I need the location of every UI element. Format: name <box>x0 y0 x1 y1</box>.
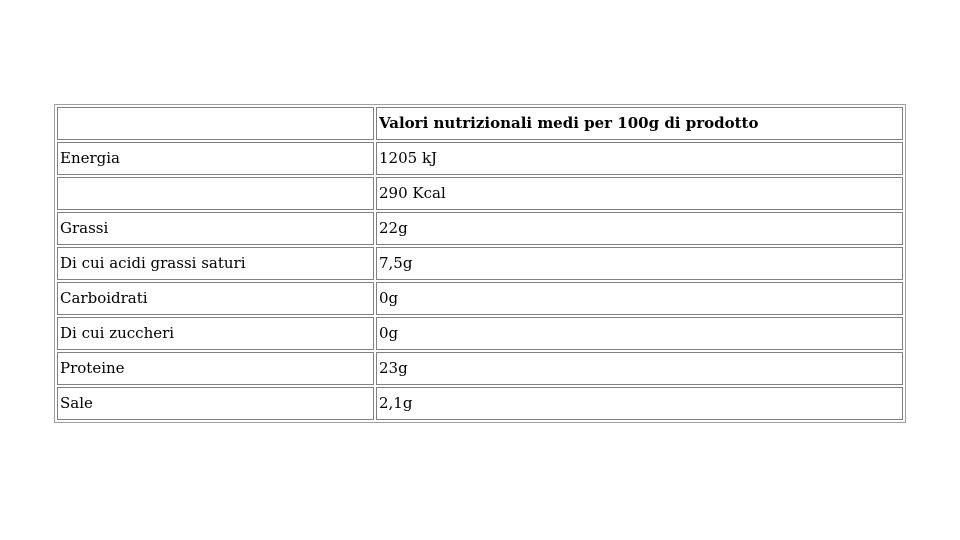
nutrient-label: Carboidrati <box>57 282 374 315</box>
table-row <box>57 317 903 350</box>
nutrient-label: Di cui zuccheri <box>57 317 374 350</box>
nutrient-value: 0g <box>376 317 903 350</box>
table-row <box>57 352 903 385</box>
nutrient-value: 7,5g <box>376 247 903 280</box>
nutrition-table-body <box>57 107 903 420</box>
table-row <box>57 142 903 175</box>
nutrient-value: 290 Kcal <box>376 177 903 210</box>
table-row <box>57 282 903 315</box>
nutrient-label <box>57 177 374 210</box>
nutrition-table <box>54 104 906 423</box>
nutrient-value: 23g <box>376 352 903 385</box>
header-value-cell: Valori nutrizionali medi per 100g di prodotto <box>376 107 903 140</box>
nutrient-value: 1205 kJ <box>376 142 903 175</box>
header-label-cell <box>57 107 374 140</box>
table-header-row <box>57 107 903 140</box>
table-row <box>57 387 903 420</box>
nutrient-label: Grassi <box>57 212 374 245</box>
table-row <box>57 212 903 245</box>
nutrient-label: Di cui acidi grassi saturi <box>57 247 374 280</box>
nutrient-label: Energia <box>57 142 374 175</box>
nutrient-value: 22g <box>376 212 903 245</box>
nutrient-label: Sale <box>57 387 374 420</box>
table-row <box>57 177 903 210</box>
nutrient-value: 2,1g <box>376 387 903 420</box>
table-row <box>57 247 903 280</box>
nutrient-value: 0g <box>376 282 903 315</box>
nutrient-label: Proteine <box>57 352 374 385</box>
